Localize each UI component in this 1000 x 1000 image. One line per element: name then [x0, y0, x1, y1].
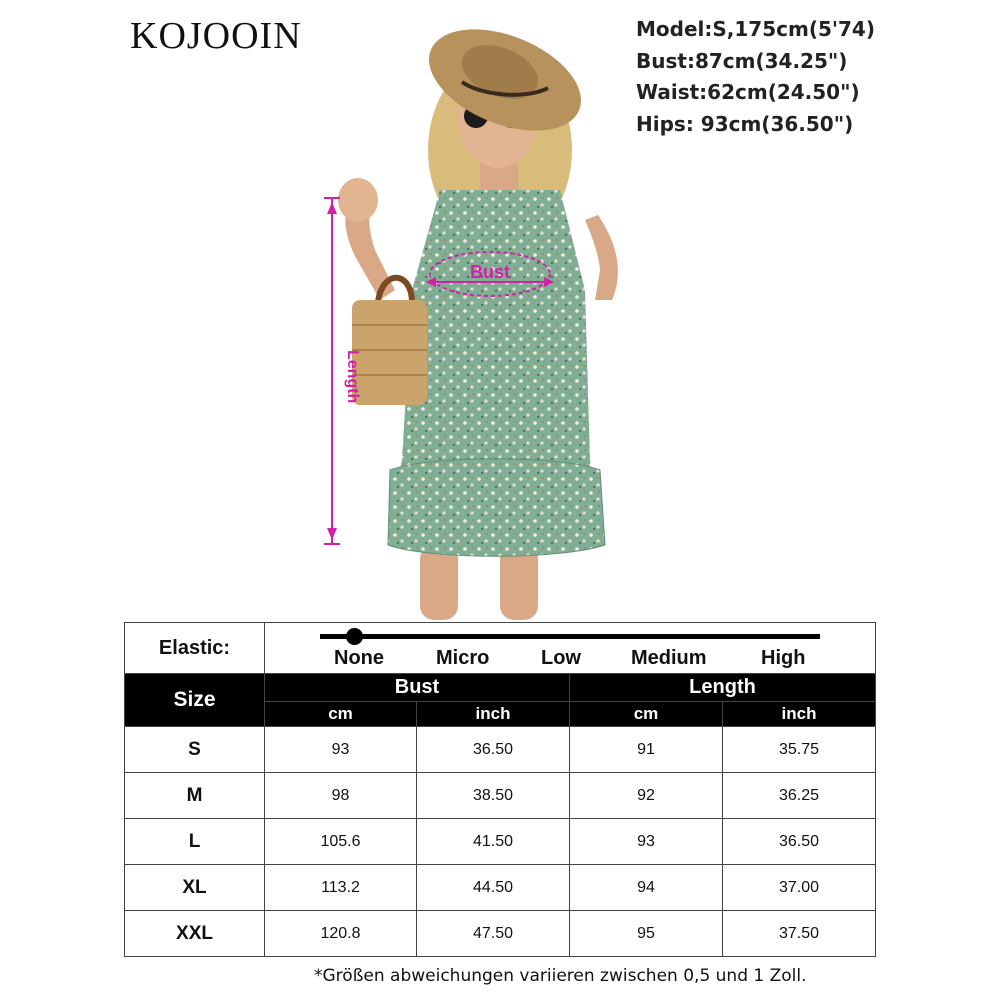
- bust-cm-cell: 105.6: [265, 819, 417, 865]
- size-cell: L: [125, 819, 265, 865]
- unit-header: cm: [265, 702, 417, 727]
- elastic-label: Elastic:: [125, 623, 265, 674]
- model-hand: [338, 178, 378, 222]
- length-inch-cell: 36.25: [723, 773, 876, 819]
- elastic-scale: [265, 623, 876, 674]
- elastic-option: High: [761, 647, 806, 669]
- model-info-line: Bust:87cm(34.25"): [636, 48, 848, 73]
- bust-measure-label: Bust: [470, 262, 510, 282]
- length-inch-cell: 37.00: [723, 865, 876, 911]
- table-row: [125, 727, 876, 773]
- elastic-selected-marker: [346, 628, 363, 645]
- bust-header: Bust: [265, 674, 570, 702]
- length-header: Length: [570, 674, 876, 702]
- bust-cm-cell: 120.8: [265, 911, 417, 957]
- length-cm-cell: 91: [570, 727, 723, 773]
- elastic-option: Micro: [436, 647, 490, 669]
- elastic-scale-line: [320, 634, 820, 639]
- bust-inch-cell: 44.50: [417, 865, 570, 911]
- brand-logo: KOJOOIN: [130, 15, 302, 57]
- bust-inch-cell: 36.50: [417, 727, 570, 773]
- size-deviation-note: *Größen abweichungen variieren zwischen 0,5 und 1 Zoll.: [314, 966, 807, 986]
- size-cell: XXL: [125, 911, 265, 957]
- length-cm-cell: 92: [570, 773, 723, 819]
- size-cell: M: [125, 773, 265, 819]
- table-row: [125, 865, 876, 911]
- bust-cm-cell: 98: [265, 773, 417, 819]
- length-inch-cell: 35.75: [723, 727, 876, 773]
- unit-header: cm: [570, 702, 723, 727]
- length-inch-cell: 37.50: [723, 911, 876, 957]
- bust-cm-cell: 93: [265, 727, 417, 773]
- length-cm-cell: 95: [570, 911, 723, 957]
- length-inch-cell: 36.50: [723, 819, 876, 865]
- model-leg: [420, 545, 458, 620]
- size-cell: S: [125, 727, 265, 773]
- bust-cm-cell: 113.2: [265, 865, 417, 911]
- model-info-line: Model:S,175cm(5'74): [636, 17, 875, 41]
- bust-inch-cell: 47.50: [417, 911, 570, 957]
- model-info-line: Hips: 93cm(36.50"): [636, 111, 854, 136]
- table-row: [125, 773, 876, 819]
- model-info-line: Waist:62cm(24.50"): [636, 80, 860, 104]
- unit-header: inch: [723, 702, 876, 727]
- length-measure-label: Length: [344, 350, 361, 404]
- unit-header: inch: [417, 702, 570, 727]
- elastic-option: Low: [541, 647, 581, 669]
- elastic-option: Medium: [631, 647, 707, 669]
- bust-inch-cell: 41.50: [417, 819, 570, 865]
- dress-ruffle-hem: [388, 459, 605, 557]
- size-chart: [124, 622, 876, 957]
- size-header: Size: [125, 674, 265, 727]
- table-row: [125, 819, 876, 865]
- size-cell: XL: [125, 865, 265, 911]
- length-cm-cell: 93: [570, 819, 723, 865]
- model-arm: [585, 215, 618, 300]
- bust-inch-cell: 38.50: [417, 773, 570, 819]
- elastic-option: None: [334, 647, 384, 669]
- length-cm-cell: 94: [570, 865, 723, 911]
- table-row: [125, 911, 876, 957]
